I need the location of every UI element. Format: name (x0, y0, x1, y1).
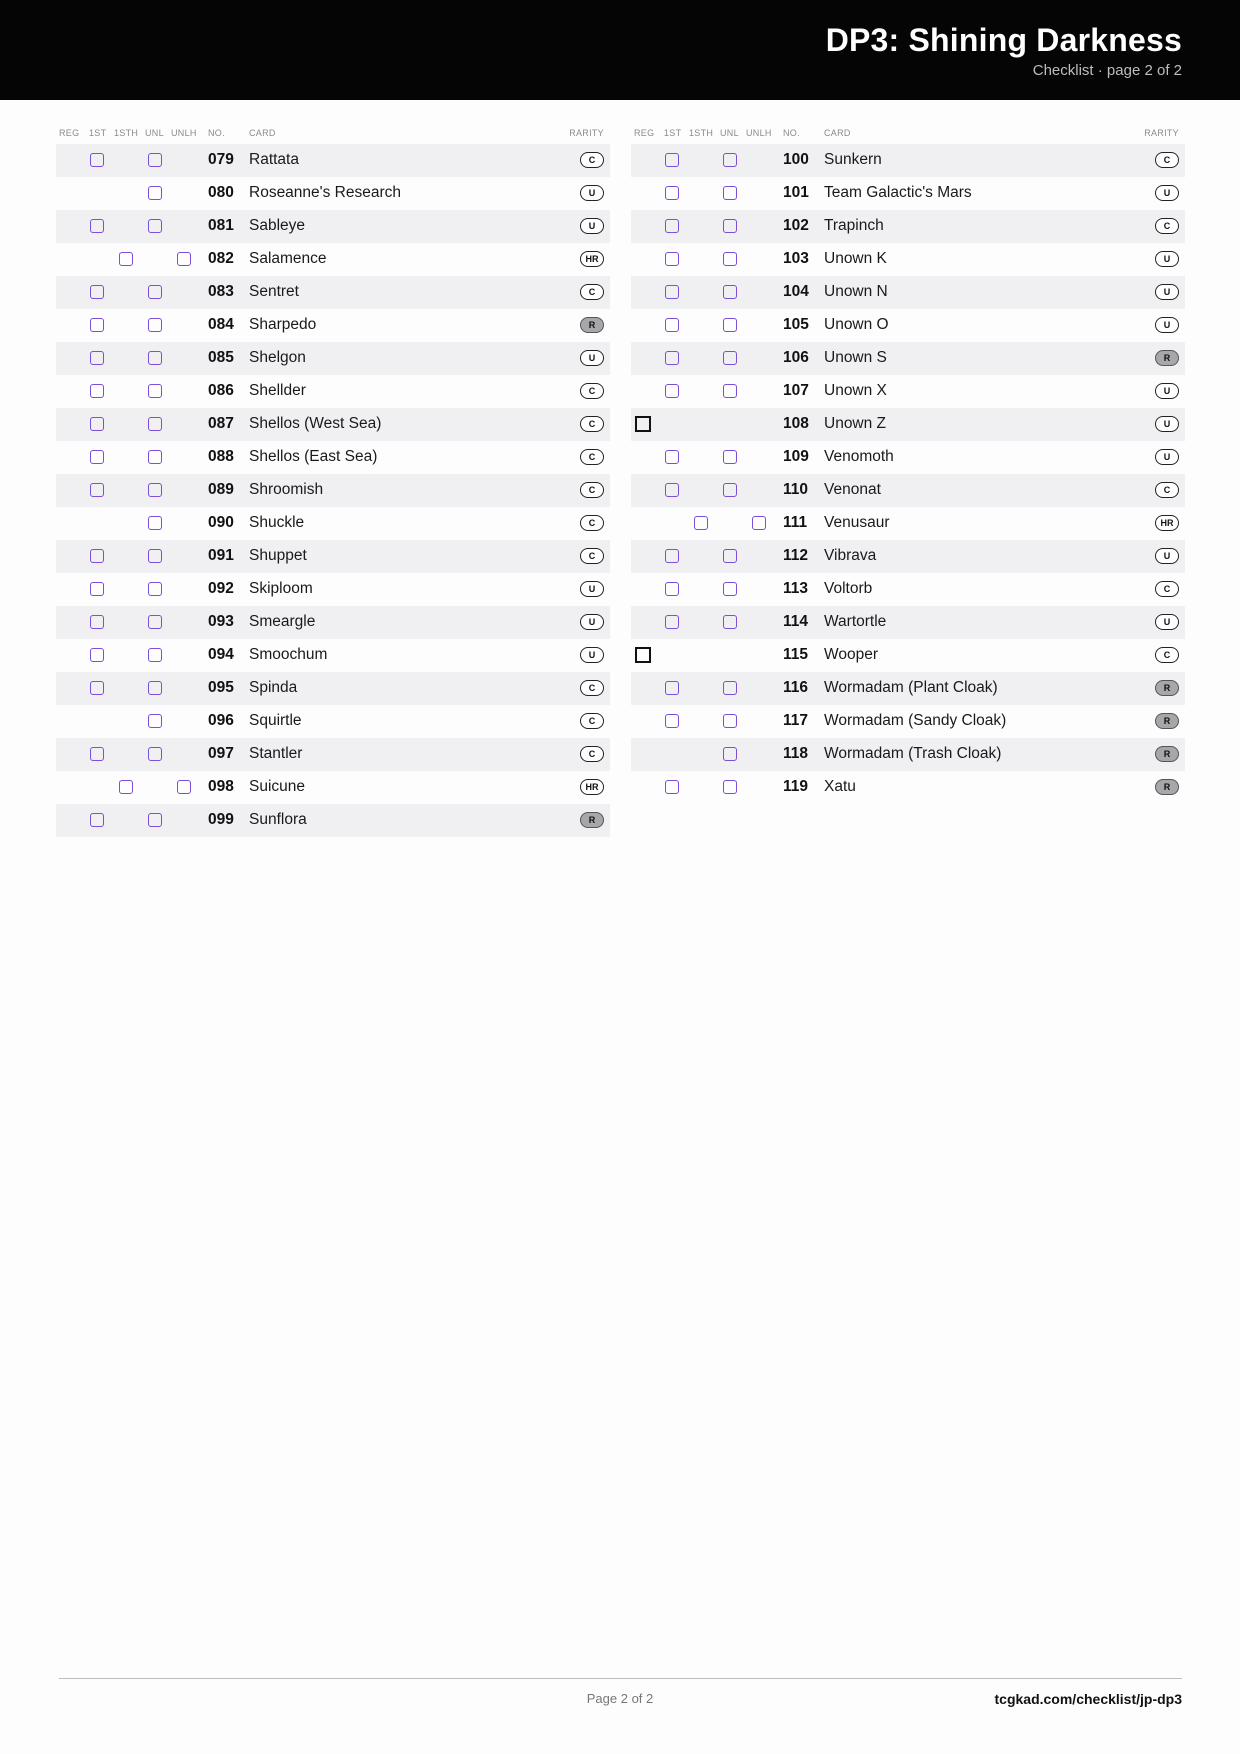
table-row (56, 144, 610, 177)
card-number: 108 (783, 415, 809, 432)
checkbox-reg[interactable] (635, 647, 651, 663)
col-header-reg: REG (59, 128, 80, 138)
rarity-badge: C (580, 416, 604, 432)
checkbox-unl[interactable] (148, 219, 162, 233)
table-row (631, 144, 1185, 177)
checkbox-unlh[interactable] (752, 516, 766, 530)
page-title: DP3: Shining Darkness (825, 22, 1182, 58)
checkbox-1st[interactable] (90, 483, 104, 497)
table-body (56, 144, 610, 837)
card-number: 117 (783, 712, 809, 729)
card-name: Vibrava (824, 547, 877, 564)
checkbox-1st[interactable] (665, 549, 679, 563)
card-name: Unown O (824, 316, 889, 333)
checkbox-unl[interactable] (148, 516, 162, 530)
card-number: 081 (208, 217, 234, 234)
card-name: Shelgon (249, 349, 306, 366)
checkbox-1st[interactable] (665, 384, 679, 398)
card-number: 115 (783, 646, 809, 663)
card-number: 119 (783, 778, 809, 795)
table-body (631, 144, 1185, 804)
table-header (631, 120, 1185, 144)
card-name: Xatu (824, 778, 856, 795)
rarity-badge: HR (580, 251, 604, 267)
card-number: 105 (783, 316, 809, 333)
card-name: Unown K (824, 250, 887, 267)
checkbox-1sth[interactable] (119, 780, 133, 794)
checkbox-1st[interactable] (665, 615, 679, 629)
card-name: Wartortle (824, 613, 887, 630)
card-name: Rattata (249, 151, 299, 168)
table-row (631, 375, 1185, 408)
card-number: 093 (208, 613, 234, 630)
checkbox-unl[interactable] (148, 186, 162, 200)
rarity-badge: U (580, 350, 604, 366)
checklist-table-right (631, 120, 1185, 804)
card-number: 083 (208, 283, 234, 300)
checkbox-unl[interactable] (723, 780, 737, 794)
checkbox-unl[interactable] (723, 747, 737, 761)
checkbox-1st[interactable] (665, 582, 679, 596)
rarity-badge: R (1155, 680, 1179, 696)
checkbox-unl[interactable] (723, 681, 737, 695)
table-row (631, 540, 1185, 573)
checkbox-unl[interactable] (148, 417, 162, 431)
card-name: Sableye (249, 217, 306, 234)
card-name: Smeargle (249, 613, 316, 630)
card-name: Salamence (249, 250, 327, 267)
col-header-no: NO. (208, 128, 225, 138)
rarity-badge: C (580, 548, 604, 564)
checkbox-unl[interactable] (723, 483, 737, 497)
card-name: Shuppet (249, 547, 307, 564)
col-header-no: NO. (783, 128, 800, 138)
checkbox-1sth[interactable] (119, 252, 133, 266)
checkbox-unl[interactable] (148, 747, 162, 761)
checkbox-unl[interactable] (723, 351, 737, 365)
checkbox-unl[interactable] (148, 384, 162, 398)
rarity-badge: HR (580, 779, 604, 795)
checkbox-unl[interactable] (723, 450, 737, 464)
card-number: 096 (208, 712, 234, 729)
checkbox-unl[interactable] (723, 285, 737, 299)
card-name: Team Galactic's Mars (824, 184, 972, 201)
footer-page-number: Page 2 of 2 (586, 1691, 654, 1706)
checkbox-1st[interactable] (90, 285, 104, 299)
card-name: Suicune (249, 778, 306, 795)
checkbox-unl[interactable] (148, 681, 162, 695)
card-name: Shuckle (249, 514, 305, 531)
card-name: Venusaur (824, 514, 890, 531)
card-name: Spinda (249, 679, 298, 696)
card-number: 089 (208, 481, 234, 498)
table-row (631, 276, 1185, 309)
table-row (631, 771, 1185, 804)
rarity-badge: C (580, 515, 604, 531)
card-name: Sunflora (249, 811, 307, 828)
checkbox-1st[interactable] (665, 186, 679, 200)
card-name: Sharpedo (249, 316, 317, 333)
rarity-badge: R (1155, 713, 1179, 729)
checkbox-unl[interactable] (148, 714, 162, 728)
checkbox-unl[interactable] (723, 549, 737, 563)
card-name: Sunkern (824, 151, 882, 168)
card-name: Stantler (249, 745, 303, 762)
checkbox-1st[interactable] (665, 219, 679, 233)
table-row (631, 243, 1185, 276)
rarity-badge: C (580, 152, 604, 168)
card-number: 118 (783, 745, 809, 762)
card-number: 101 (783, 184, 809, 201)
checkbox-1st[interactable] (665, 285, 679, 299)
checkbox-1st[interactable] (665, 318, 679, 332)
table-row (631, 474, 1185, 507)
checkbox-reg[interactable] (635, 416, 651, 432)
card-number: 095 (208, 679, 234, 696)
card-name: Venomoth (824, 448, 894, 465)
col-header-rarity: RARITY (1144, 128, 1179, 138)
checkbox-unl[interactable] (723, 153, 737, 167)
card-number: 084 (208, 316, 234, 333)
checkbox-1st[interactable] (665, 714, 679, 728)
card-name: Shellder (249, 382, 306, 399)
footer-url: tcgkad.com/checklist/jp-dp3 (994, 1691, 1182, 1707)
card-number: 102 (783, 217, 809, 234)
rarity-badge: U (580, 581, 604, 597)
table-row (631, 705, 1185, 738)
checkbox-unl[interactable] (723, 252, 737, 266)
table-row (56, 177, 610, 210)
checkbox-1st[interactable] (665, 252, 679, 266)
checkbox-unlh[interactable] (177, 252, 191, 266)
rarity-badge: R (580, 812, 604, 828)
rarity-badge: U (1155, 383, 1179, 399)
checkbox-unlh[interactable] (177, 780, 191, 794)
checkbox-1st[interactable] (665, 483, 679, 497)
card-name: Shellos (West Sea) (249, 415, 382, 432)
table-row (631, 507, 1185, 540)
col-header-rarity: RARITY (569, 128, 604, 138)
checkbox-unl[interactable] (723, 582, 737, 596)
table-row (56, 441, 610, 474)
rarity-badge: C (1155, 152, 1179, 168)
rarity-badge: C (1155, 482, 1179, 498)
card-number: 086 (208, 382, 234, 399)
page-header (0, 0, 1240, 100)
checkbox-1st[interactable] (665, 681, 679, 695)
checkbox-unl[interactable] (148, 549, 162, 563)
checkbox-1st[interactable] (90, 153, 104, 167)
card-name: Trapinch (824, 217, 884, 234)
table-row (631, 573, 1185, 606)
rarity-badge: U (580, 218, 604, 234)
checkbox-1st[interactable] (90, 384, 104, 398)
table-row (56, 804, 610, 837)
table-row (56, 705, 610, 738)
card-name: Unown Z (824, 415, 887, 432)
table-row (56, 540, 610, 573)
card-number: 100 (783, 151, 809, 168)
card-number: 082 (208, 250, 234, 267)
card-number: 088 (208, 448, 234, 465)
checkbox-unl[interactable] (723, 219, 737, 233)
table-row (631, 672, 1185, 705)
rarity-badge: R (1155, 350, 1179, 366)
table-row (56, 342, 610, 375)
rarity-badge: U (1155, 614, 1179, 630)
checkbox-unl[interactable] (148, 813, 162, 827)
table-row (56, 210, 610, 243)
card-number: 107 (783, 382, 809, 399)
col-header-1st: 1ST (89, 128, 107, 138)
checkbox-unl[interactable] (148, 648, 162, 662)
rarity-badge: C (1155, 647, 1179, 663)
col-header-card: CARD (824, 128, 851, 138)
checkbox-unl[interactable] (723, 318, 737, 332)
rarity-badge: R (1155, 746, 1179, 762)
table-row (56, 573, 610, 606)
card-number: 099 (208, 811, 234, 828)
card-name: Wormadam (Plant Cloak) (824, 679, 998, 696)
table-row (631, 441, 1185, 474)
table-row (56, 474, 610, 507)
col-header-unlh: UNLH (171, 128, 197, 138)
card-name: Venonat (824, 481, 881, 498)
checkbox-unl[interactable] (723, 615, 737, 629)
col-header-unl: UNL (720, 128, 739, 138)
col-header-card: CARD (249, 128, 276, 138)
card-number: 111 (783, 514, 808, 531)
rarity-badge: C (1155, 581, 1179, 597)
table-row (56, 276, 610, 309)
checkbox-unl[interactable] (148, 582, 162, 596)
card-number: 090 (208, 514, 234, 531)
card-number: 103 (783, 250, 809, 267)
card-name: Wooper (824, 646, 878, 663)
table-row (56, 771, 610, 804)
card-number: 092 (208, 580, 234, 597)
card-name: Smoochum (249, 646, 328, 663)
table-row (56, 408, 610, 441)
page-subtitle: Checklist · page 2 of 2 (1032, 62, 1182, 79)
checkbox-unl[interactable] (148, 285, 162, 299)
card-number: 116 (783, 679, 809, 696)
card-number: 079 (208, 151, 234, 168)
col-header-unlh: UNLH (746, 128, 772, 138)
checkbox-1st[interactable] (90, 615, 104, 629)
checkbox-1st[interactable] (90, 417, 104, 431)
table-row (56, 738, 610, 771)
card-name: Squirtle (249, 712, 302, 729)
table-row (631, 309, 1185, 342)
checkbox-1st[interactable] (90, 648, 104, 662)
table-row (56, 672, 610, 705)
card-name: Roseanne's Research (249, 184, 402, 201)
table-row (56, 309, 610, 342)
rarity-badge: HR (1155, 515, 1179, 531)
card-number: 113 (783, 580, 809, 597)
rarity-badge: C (580, 746, 604, 762)
rarity-badge: C (580, 482, 604, 498)
table-row (631, 342, 1185, 375)
checkbox-unl[interactable] (148, 351, 162, 365)
checkbox-1st[interactable] (90, 219, 104, 233)
rarity-badge: U (580, 647, 604, 663)
table-row (56, 639, 610, 672)
checkbox-1sth[interactable] (694, 516, 708, 530)
card-number: 114 (783, 613, 809, 630)
rarity-badge: C (580, 284, 604, 300)
table-row (631, 606, 1185, 639)
checkbox-1st[interactable] (90, 582, 104, 596)
card-name: Unown S (824, 349, 887, 366)
card-name: Sentret (249, 283, 299, 300)
rarity-badge: U (1155, 416, 1179, 432)
rarity-badge: U (1155, 284, 1179, 300)
checkbox-1st[interactable] (90, 318, 104, 332)
rarity-badge: U (1155, 548, 1179, 564)
checkbox-unl[interactable] (723, 714, 737, 728)
card-number: 109 (783, 448, 809, 465)
card-number: 112 (783, 547, 809, 564)
table-row (631, 738, 1185, 771)
rarity-badge: C (580, 680, 604, 696)
checkbox-1st[interactable] (665, 351, 679, 365)
card-number: 091 (208, 547, 234, 564)
checkbox-unl[interactable] (148, 450, 162, 464)
col-header-1sth: 1STH (689, 128, 714, 138)
rarity-badge: U (580, 185, 604, 201)
card-name: Shroomish (249, 481, 324, 498)
card-number: 094 (208, 646, 234, 663)
footer-divider (59, 1678, 1182, 1679)
rarity-badge: U (1155, 317, 1179, 333)
checkbox-1st[interactable] (665, 153, 679, 167)
card-number: 110 (783, 481, 809, 498)
rarity-badge: U (1155, 185, 1179, 201)
checkbox-1st[interactable] (90, 549, 104, 563)
card-number: 106 (783, 349, 809, 366)
table-row (56, 375, 610, 408)
table-row (631, 639, 1185, 672)
card-number: 098 (208, 778, 234, 795)
rarity-badge: U (1155, 449, 1179, 465)
rarity-badge: U (580, 614, 604, 630)
table-row (631, 210, 1185, 243)
checkbox-1st[interactable] (90, 747, 104, 761)
card-name: Shellos (East Sea) (249, 448, 378, 465)
table-row (56, 507, 610, 540)
card-name: Voltorb (824, 580, 873, 597)
card-name: Unown X (824, 382, 887, 399)
table-row (56, 243, 610, 276)
rarity-badge: R (580, 317, 604, 333)
rarity-badge: C (580, 383, 604, 399)
checkbox-1st[interactable] (90, 813, 104, 827)
card-name: Wormadam (Trash Cloak) (824, 745, 1002, 762)
col-header-reg: REG (634, 128, 655, 138)
card-number: 104 (783, 283, 809, 300)
rarity-badge: C (580, 449, 604, 465)
checkbox-1st[interactable] (90, 450, 104, 464)
checkbox-unl[interactable] (723, 384, 737, 398)
rarity-badge: U (1155, 251, 1179, 267)
checkbox-unl[interactable] (148, 483, 162, 497)
rarity-badge: C (580, 713, 604, 729)
rarity-badge: R (1155, 779, 1179, 795)
checklist-table-left (56, 120, 610, 837)
table-row (56, 606, 610, 639)
checkbox-1st[interactable] (665, 450, 679, 464)
rarity-badge: C (1155, 218, 1179, 234)
col-header-1sth: 1STH (114, 128, 139, 138)
table-header (56, 120, 610, 144)
card-number: 085 (208, 349, 234, 366)
checkbox-unl[interactable] (723, 186, 737, 200)
table-row (631, 408, 1185, 441)
col-header-1st: 1ST (664, 128, 682, 138)
card-number: 087 (208, 415, 234, 432)
checkbox-1st[interactable] (90, 351, 104, 365)
card-name: Wormadam (Sandy Cloak) (824, 712, 1007, 729)
table-row (631, 177, 1185, 210)
col-header-unl: UNL (145, 128, 164, 138)
checkbox-unl[interactable] (148, 615, 162, 629)
card-name: Skiploom (249, 580, 313, 597)
checkbox-unl[interactable] (148, 318, 162, 332)
checkbox-1st[interactable] (665, 780, 679, 794)
card-name: Unown N (824, 283, 888, 300)
checkbox-unl[interactable] (148, 153, 162, 167)
checkbox-1st[interactable] (90, 681, 104, 695)
card-number: 080 (208, 184, 234, 201)
card-number: 097 (208, 745, 234, 762)
